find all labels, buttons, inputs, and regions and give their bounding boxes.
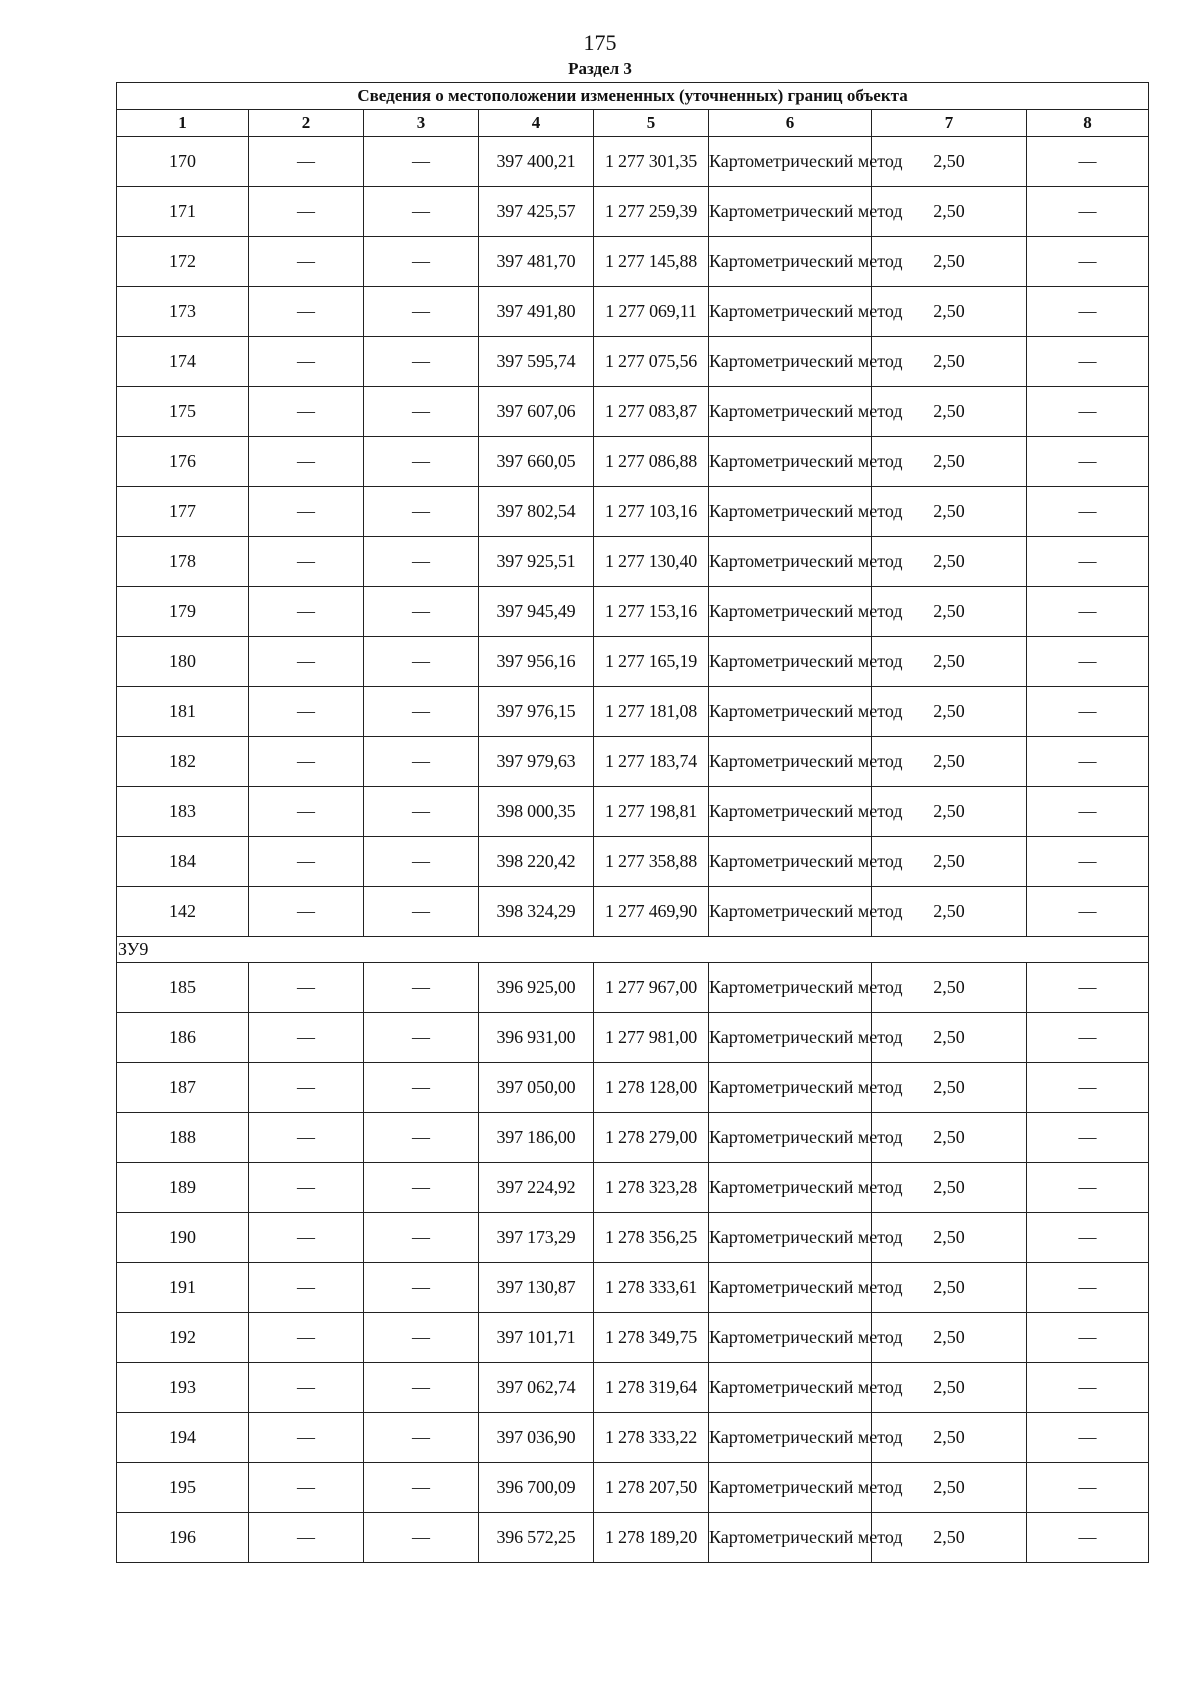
x-coordinate-cell: 397 400,21 (479, 137, 594, 187)
point-number-cell: 189 (117, 1163, 249, 1213)
col3-cell: — (364, 437, 479, 487)
col8-cell: — (1027, 1163, 1149, 1213)
col2-cell: — (249, 137, 364, 187)
y-coordinate-cell: 1 277 183,74 (594, 737, 709, 787)
col3-cell: — (364, 237, 479, 287)
accuracy-cell: 2,50 (872, 1263, 1027, 1313)
col8-cell: — (1027, 337, 1149, 387)
y-coordinate-cell: 1 277 086,88 (594, 437, 709, 487)
table-row (117, 337, 1149, 387)
table-row (117, 887, 1149, 937)
x-coordinate-cell: 397 660,05 (479, 437, 594, 487)
col2-cell: — (249, 287, 364, 337)
col3-cell: — (364, 187, 479, 237)
y-coordinate-cell: 1 277 130,40 (594, 537, 709, 587)
col2-cell: — (249, 687, 364, 737)
accuracy-cell: 2,50 (872, 437, 1027, 487)
table-caption: Сведения о местоположении измененных (уточненных) границ объекта (117, 83, 1149, 110)
point-number-cell: 181 (117, 687, 249, 737)
y-coordinate-cell: 1 277 075,56 (594, 337, 709, 387)
x-coordinate-cell: 397 062,74 (479, 1363, 594, 1413)
point-number-cell: 142 (117, 887, 249, 937)
table-row (117, 1013, 1149, 1063)
y-coordinate-cell: 1 277 967,00 (594, 963, 709, 1013)
point-number-cell: 194 (117, 1413, 249, 1463)
y-coordinate-cell: 1 277 181,08 (594, 687, 709, 737)
point-number-cell: 190 (117, 1213, 249, 1263)
method-cell: Картометрический метод (709, 1213, 872, 1263)
accuracy-cell: 2,50 (872, 963, 1027, 1013)
x-coordinate-cell: 397 224,92 (479, 1163, 594, 1213)
method-cell: Картометрический метод (709, 237, 872, 287)
point-number-cell: 177 (117, 487, 249, 537)
col2-cell: — (249, 837, 364, 887)
col2-cell: — (249, 587, 364, 637)
table-row (117, 837, 1149, 887)
point-number-cell: 192 (117, 1313, 249, 1363)
point-number-cell: 180 (117, 637, 249, 687)
col2-cell: — (249, 1463, 364, 1513)
x-coordinate-cell: 397 925,51 (479, 537, 594, 587)
x-coordinate-cell: 397 976,15 (479, 687, 594, 737)
col3-cell: — (364, 1113, 479, 1163)
table-row (117, 787, 1149, 837)
col2-cell: — (249, 487, 364, 537)
col2-cell: — (249, 1363, 364, 1413)
col3-cell: — (364, 137, 479, 187)
table-row (117, 437, 1149, 487)
method-cell: Картометрический метод (709, 137, 872, 187)
point-number-cell: 188 (117, 1113, 249, 1163)
accuracy-cell: 2,50 (872, 737, 1027, 787)
y-coordinate-cell: 1 278 333,61 (594, 1263, 709, 1313)
col3-cell: — (364, 1413, 479, 1463)
table-row (117, 1513, 1149, 1563)
column-header: 7 (872, 110, 1027, 137)
method-cell: Картометрический метод (709, 787, 872, 837)
y-coordinate-cell: 1 277 259,39 (594, 187, 709, 237)
col2-cell: — (249, 1063, 364, 1113)
accuracy-cell: 2,50 (872, 287, 1027, 337)
col8-cell: — (1027, 1213, 1149, 1263)
col8-cell: — (1027, 287, 1149, 337)
table-row (117, 687, 1149, 737)
col8-cell: — (1027, 1263, 1149, 1313)
column-header: 5 (594, 110, 709, 137)
col2-cell: — (249, 187, 364, 237)
col2-cell: — (249, 963, 364, 1013)
col3-cell: — (364, 787, 479, 837)
col8-cell: — (1027, 387, 1149, 437)
col8-cell: — (1027, 1363, 1149, 1413)
col3-cell: — (364, 687, 479, 737)
x-coordinate-cell: 397 802,54 (479, 487, 594, 537)
col3-cell: — (364, 1363, 479, 1413)
method-cell: Картометрический метод (709, 637, 872, 687)
x-coordinate-cell: 397 945,49 (479, 587, 594, 637)
col8-cell: — (1027, 187, 1149, 237)
x-coordinate-cell: 397 595,74 (479, 337, 594, 387)
y-coordinate-cell: 1 278 128,00 (594, 1063, 709, 1113)
col8-cell: — (1027, 887, 1149, 937)
accuracy-cell: 2,50 (872, 337, 1027, 387)
accuracy-cell: 2,50 (872, 487, 1027, 537)
col8-cell: — (1027, 1313, 1149, 1363)
method-cell: Картометрический метод (709, 737, 872, 787)
point-number-cell: 191 (117, 1263, 249, 1313)
col3-cell: — (364, 1013, 479, 1063)
col2-cell: — (249, 637, 364, 687)
accuracy-cell: 2,50 (872, 1163, 1027, 1213)
method-cell: Картометрический метод (709, 687, 872, 737)
col2-cell: — (249, 537, 364, 587)
table-row (117, 1413, 1149, 1463)
accuracy-cell: 2,50 (872, 1063, 1027, 1113)
x-coordinate-cell: 396 700,09 (479, 1463, 594, 1513)
col2-cell: — (249, 1413, 364, 1463)
y-coordinate-cell: 1 277 069,11 (594, 287, 709, 337)
x-coordinate-cell: 397 036,90 (479, 1413, 594, 1463)
point-number-cell: 195 (117, 1463, 249, 1513)
y-coordinate-cell: 1 277 165,19 (594, 637, 709, 687)
point-number-cell: 196 (117, 1513, 249, 1563)
coordinates-table (116, 82, 1149, 1563)
table-row (117, 1463, 1149, 1513)
table-row (117, 237, 1149, 287)
y-coordinate-cell: 1 277 083,87 (594, 387, 709, 437)
table-row (117, 637, 1149, 687)
method-cell: Картометрический метод (709, 1363, 872, 1413)
col8-cell: — (1027, 1113, 1149, 1163)
col8-cell: — (1027, 737, 1149, 787)
group-label-row (117, 937, 1149, 963)
accuracy-cell: 2,50 (872, 1013, 1027, 1063)
col8-cell: — (1027, 1463, 1149, 1513)
table-row (117, 963, 1149, 1013)
method-cell: Картометрический метод (709, 887, 872, 937)
y-coordinate-cell: 1 277 981,00 (594, 1013, 709, 1063)
column-header-row (117, 110, 1149, 137)
col3-cell: — (364, 1163, 479, 1213)
col2-cell: — (249, 1013, 364, 1063)
method-cell: Картометрический метод (709, 1063, 872, 1113)
col8-cell: — (1027, 437, 1149, 487)
column-header: 6 (709, 110, 872, 137)
col3-cell: — (364, 887, 479, 937)
accuracy-cell: 2,50 (872, 1463, 1027, 1513)
method-cell: Картометрический метод (709, 1513, 872, 1563)
method-cell: Картометрический метод (709, 1013, 872, 1063)
accuracy-cell: 2,50 (872, 1513, 1027, 1563)
col2-cell: — (249, 887, 364, 937)
col8-cell: — (1027, 1063, 1149, 1113)
col3-cell: — (364, 1063, 479, 1113)
col3-cell: — (364, 963, 479, 1013)
table-row (117, 1113, 1149, 1163)
col8-cell: — (1027, 487, 1149, 537)
col3-cell: — (364, 287, 479, 337)
accuracy-cell: 2,50 (872, 587, 1027, 637)
col3-cell: — (364, 1213, 479, 1263)
point-number-cell: 193 (117, 1363, 249, 1413)
table-row (117, 137, 1149, 187)
x-coordinate-cell: 398 324,29 (479, 887, 594, 937)
col2-cell: — (249, 1163, 364, 1213)
y-coordinate-cell: 1 278 356,25 (594, 1213, 709, 1263)
col3-cell: — (364, 1263, 479, 1313)
col2-cell: — (249, 737, 364, 787)
point-number-cell: 182 (117, 737, 249, 787)
table-row (117, 1363, 1149, 1413)
x-coordinate-cell: 396 925,00 (479, 963, 594, 1013)
method-cell: Картометрический метод (709, 187, 872, 237)
point-number-cell: 184 (117, 837, 249, 887)
col2-cell: — (249, 1213, 364, 1263)
table-row (117, 537, 1149, 587)
column-header: 8 (1027, 110, 1149, 137)
x-coordinate-cell: 398 000,35 (479, 787, 594, 837)
accuracy-cell: 2,50 (872, 137, 1027, 187)
accuracy-cell: 2,50 (872, 637, 1027, 687)
y-coordinate-cell: 1 278 323,28 (594, 1163, 709, 1213)
point-number-cell: 179 (117, 587, 249, 637)
accuracy-cell: 2,50 (872, 837, 1027, 887)
point-number-cell: 175 (117, 387, 249, 437)
point-number-cell: 186 (117, 1013, 249, 1063)
y-coordinate-cell: 1 277 145,88 (594, 237, 709, 287)
col8-cell: — (1027, 637, 1149, 687)
point-number-cell: 185 (117, 963, 249, 1013)
accuracy-cell: 2,50 (872, 887, 1027, 937)
accuracy-cell: 2,50 (872, 537, 1027, 587)
y-coordinate-cell: 1 278 349,75 (594, 1313, 709, 1363)
table-row (117, 1163, 1149, 1213)
col3-cell: — (364, 837, 479, 887)
col8-cell: — (1027, 137, 1149, 187)
y-coordinate-cell: 1 277 301,35 (594, 137, 709, 187)
accuracy-cell: 2,50 (872, 387, 1027, 437)
y-coordinate-cell: 1 278 319,64 (594, 1363, 709, 1413)
col2-cell: — (249, 787, 364, 837)
col2-cell: — (249, 237, 364, 287)
accuracy-cell: 2,50 (872, 1113, 1027, 1163)
x-coordinate-cell: 396 931,00 (479, 1013, 594, 1063)
col2-cell: — (249, 1113, 364, 1163)
col8-cell: — (1027, 837, 1149, 887)
x-coordinate-cell: 397 481,70 (479, 237, 594, 287)
x-coordinate-cell: 397 607,06 (479, 387, 594, 437)
group-label: ЗУ9 (117, 937, 1149, 963)
column-header: 4 (479, 110, 594, 137)
section-title: Раздел 3 (568, 59, 632, 78)
method-cell: Картометрический метод (709, 537, 872, 587)
col8-cell: — (1027, 1513, 1149, 1563)
method-cell: Картометрический метод (709, 387, 872, 437)
col3-cell: — (364, 737, 479, 787)
y-coordinate-cell: 1 277 469,90 (594, 887, 709, 937)
y-coordinate-cell: 1 278 207,50 (594, 1463, 709, 1513)
point-number-cell: 178 (117, 537, 249, 587)
table-row (117, 287, 1149, 337)
y-coordinate-cell: 1 277 103,16 (594, 487, 709, 537)
col2-cell: — (249, 337, 364, 387)
col3-cell: — (364, 1313, 479, 1363)
point-number-cell: 172 (117, 237, 249, 287)
method-cell: Картометрический метод (709, 437, 872, 487)
x-coordinate-cell: 397 425,57 (479, 187, 594, 237)
accuracy-cell: 2,50 (872, 187, 1027, 237)
col8-cell: — (1027, 537, 1149, 587)
point-number-cell: 170 (117, 137, 249, 187)
point-number-cell: 187 (117, 1063, 249, 1113)
method-cell: Картометрический метод (709, 963, 872, 1013)
accuracy-cell: 2,50 (872, 1363, 1027, 1413)
x-coordinate-cell: 397 186,00 (479, 1113, 594, 1163)
col8-cell: — (1027, 1413, 1149, 1463)
method-cell: Картометрический метод (709, 337, 872, 387)
column-header: 2 (249, 110, 364, 137)
point-number-cell: 176 (117, 437, 249, 487)
point-number-cell: 183 (117, 787, 249, 837)
method-cell: Картометрический метод (709, 1263, 872, 1313)
accuracy-cell: 2,50 (872, 237, 1027, 287)
y-coordinate-cell: 1 278 333,22 (594, 1413, 709, 1463)
table-row (117, 187, 1149, 237)
method-cell: Картометрический метод (709, 1413, 872, 1463)
col8-cell: — (1027, 1013, 1149, 1063)
column-header: 1 (117, 110, 249, 137)
page-number: 175 (583, 30, 617, 55)
method-cell: Картометрический метод (709, 287, 872, 337)
col3-cell: — (364, 537, 479, 587)
table-row (117, 737, 1149, 787)
col8-cell: — (1027, 237, 1149, 287)
point-number-cell: 174 (117, 337, 249, 387)
x-coordinate-cell: 397 491,80 (479, 287, 594, 337)
table-row (117, 387, 1149, 437)
accuracy-cell: 2,50 (872, 1213, 1027, 1263)
point-number-cell: 171 (117, 187, 249, 237)
col8-cell: — (1027, 587, 1149, 637)
y-coordinate-cell: 1 278 189,20 (594, 1513, 709, 1563)
x-coordinate-cell: 398 220,42 (479, 837, 594, 887)
col8-cell: — (1027, 687, 1149, 737)
method-cell: Картометрический метод (709, 1113, 872, 1163)
col3-cell: — (364, 587, 479, 637)
x-coordinate-cell: 396 572,25 (479, 1513, 594, 1563)
x-coordinate-cell: 397 130,87 (479, 1263, 594, 1313)
column-header: 3 (364, 110, 479, 137)
col2-cell: — (249, 437, 364, 487)
table-row (117, 1313, 1149, 1363)
col3-cell: — (364, 337, 479, 387)
accuracy-cell: 2,50 (872, 787, 1027, 837)
method-cell: Картометрический метод (709, 1163, 872, 1213)
table-row (117, 1063, 1149, 1113)
x-coordinate-cell: 397 979,63 (479, 737, 594, 787)
accuracy-cell: 2,50 (872, 687, 1027, 737)
method-cell: Картометрический метод (709, 487, 872, 537)
table-row (117, 587, 1149, 637)
col3-cell: — (364, 637, 479, 687)
col8-cell: — (1027, 787, 1149, 837)
x-coordinate-cell: 397 173,29 (479, 1213, 594, 1263)
y-coordinate-cell: 1 277 153,16 (594, 587, 709, 637)
method-cell: Картометрический метод (709, 837, 872, 887)
method-cell: Картометрический метод (709, 1313, 872, 1363)
table-row (117, 1263, 1149, 1313)
y-coordinate-cell: 1 277 358,88 (594, 837, 709, 887)
y-coordinate-cell: 1 278 279,00 (594, 1113, 709, 1163)
col2-cell: — (249, 387, 364, 437)
x-coordinate-cell: 397 956,16 (479, 637, 594, 687)
col3-cell: — (364, 1513, 479, 1563)
x-coordinate-cell: 397 101,71 (479, 1313, 594, 1363)
col3-cell: — (364, 387, 479, 437)
table-row (117, 1213, 1149, 1263)
col3-cell: — (364, 487, 479, 537)
table-row (117, 487, 1149, 537)
y-coordinate-cell: 1 277 198,81 (594, 787, 709, 837)
col2-cell: — (249, 1513, 364, 1563)
col8-cell: — (1027, 963, 1149, 1013)
col2-cell: — (249, 1263, 364, 1313)
accuracy-cell: 2,50 (872, 1313, 1027, 1363)
point-number-cell: 173 (117, 287, 249, 337)
x-coordinate-cell: 397 050,00 (479, 1063, 594, 1113)
method-cell: Картометрический метод (709, 587, 872, 637)
method-cell: Картометрический метод (709, 1463, 872, 1513)
col3-cell: — (364, 1463, 479, 1513)
col2-cell: — (249, 1313, 364, 1363)
table-caption-row (117, 83, 1149, 110)
accuracy-cell: 2,50 (872, 1413, 1027, 1463)
